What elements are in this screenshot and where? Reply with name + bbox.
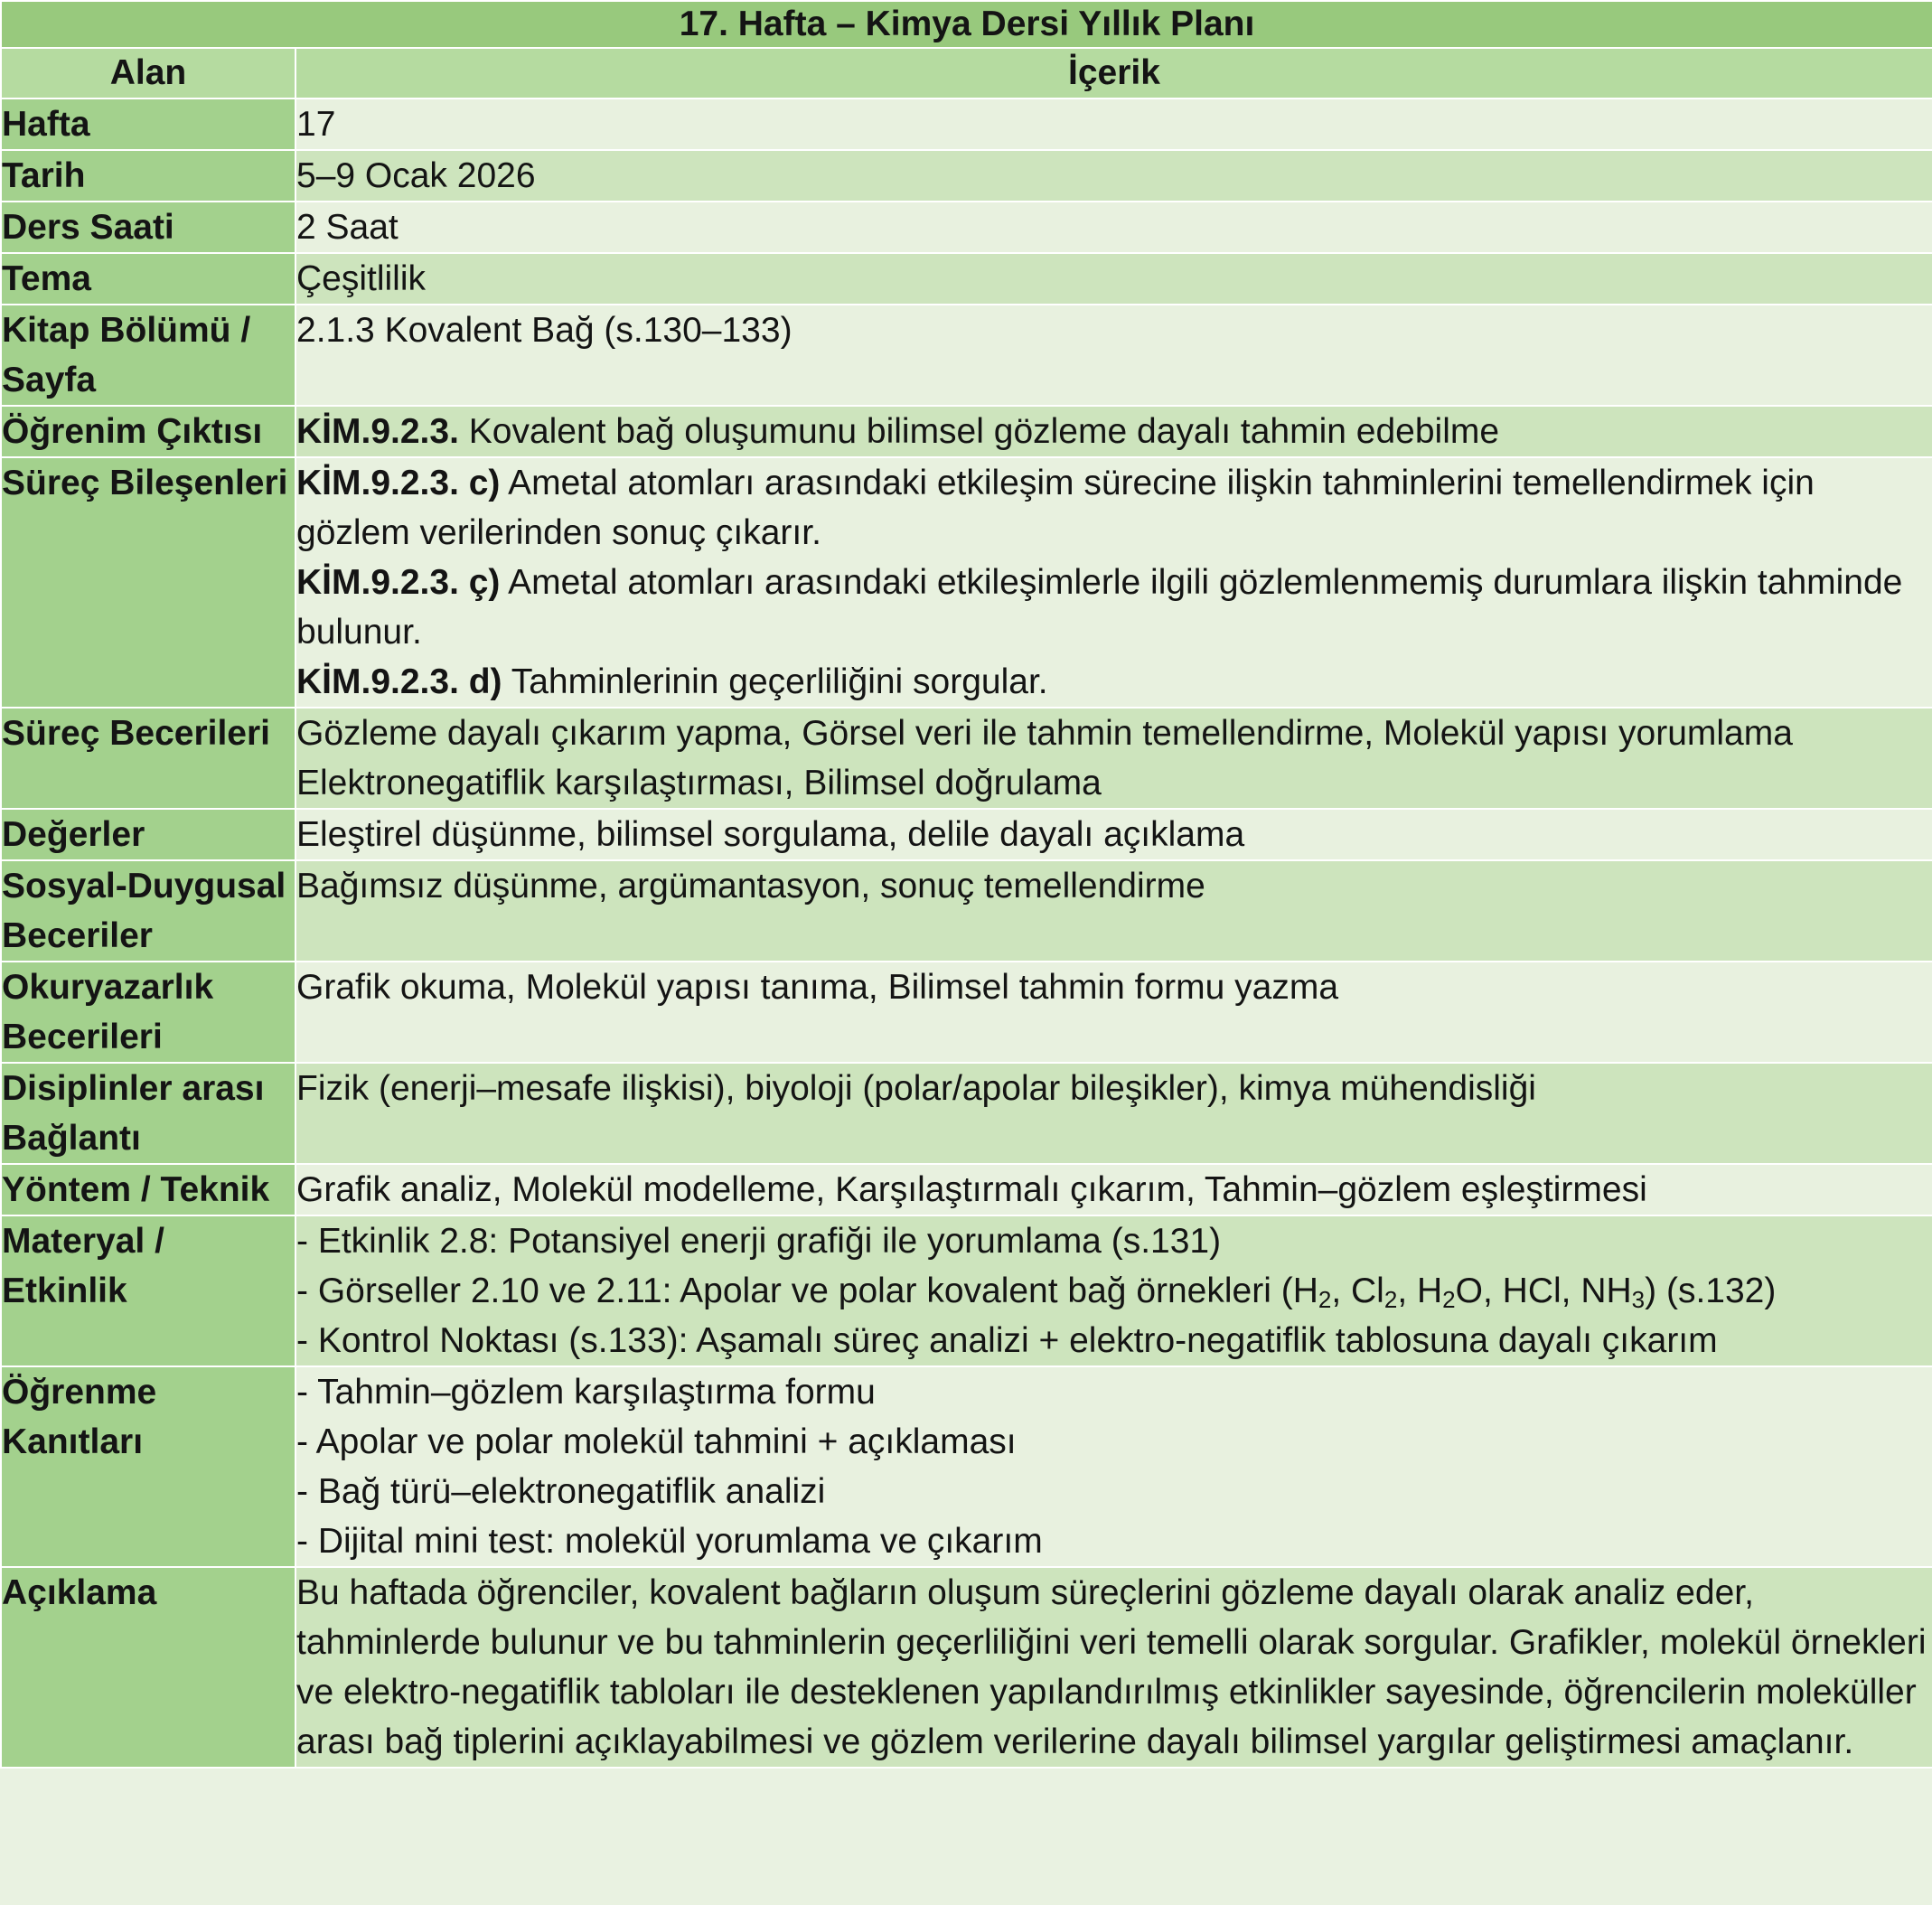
formula-h2o-tail: O [1455,1272,1483,1310]
formula-sep: , [1331,1272,1352,1310]
process-code: KİM.9.2.3. d) [296,662,502,701]
evidence-item: - Apolar ve polar molekül tahmini + açıklaması [296,1422,1017,1461]
formula-h2-base: H [1292,1272,1318,1310]
process-text: Tahminlerinin geçerliliğini sorgular. [511,662,1048,701]
process-text: Ametal atomları arasındaki etkileşimlerle ilgili gözlemlenmemiş durumlara ilişkin tahminde bulunur. [296,563,1903,652]
row-label: Değerler [1,809,295,860]
formula-nh3-base: NH [1580,1272,1632,1310]
row-ders-saati [1,202,1932,253]
row-sosyal-duygusal [1,860,1932,962]
row-value: Bu haftada öğrenciler, kovalent bağların oluşum süreçlerini gözleme dayalı olarak analiz eder, tahminlerde bulunur ve bu tahminlerin geçerliliğini veri temelli olarak sorgular. Grafikler, molekül örnekleri ve elektro-negatiflik tabloları ile desteklenen yapılandırılmış etkinlikler sayesinde, öğrencilerin moleküller arası bağ tiplerini açıklayabilmesi ve gözlem verilerine dayalı bilimsel yargılar geliştirmesi amaçlanır. [295,1567,1932,1768]
row-label: Disiplinler arası Bağlantı [1,1063,295,1164]
row-tarih [1,150,1932,202]
row-disiplinler [1,1063,1932,1164]
row-tema [1,253,1932,305]
material-suffix: ) (s.132) [1645,1272,1777,1310]
row-surec-bilesenleri [1,457,1932,708]
column-header-content: İçerik [295,48,1932,99]
row-value: Bağımsız düşünme, argümantasyon, sonuç temellendirme [295,860,1932,962]
row-materyal [1,1215,1932,1366]
evidence-item: - Tahmin–gözlem karşılaştırma formu [296,1373,876,1412]
row-label: Tarih [1,150,295,202]
formula-h2-sub: 2 [1318,1286,1332,1313]
row-yontem [1,1164,1932,1215]
row-value: 5–9 Ocak 2026 [295,150,1932,202]
formula-cl2-base: Cl [1351,1272,1384,1310]
column-header-field: Alan [1,48,295,99]
process-code: KİM.9.2.3. c) [296,464,501,502]
material-prefix: - Görseller 2.10 ve 2.11: Apolar ve polar kovalent bağ örnekleri ( [296,1272,1293,1310]
formula-sep: , [1397,1272,1417,1310]
row-value: Eleştirel düşünme, bilimsel sorgulama, delile dayalı açıklama [295,809,1932,860]
row-value: Grafik analiz, Molekül modelleme, Karşılaştırmalı çıkarım, Tahmin–gözlem eşleştirmesi [295,1164,1932,1215]
row-label: Ders Saati [1,202,295,253]
material-line: - Kontrol Noktası (s.133): Aşamalı süreç analizi + elektro-negatiflik tablosuna dayalı çıkarım [296,1321,1718,1360]
row-hafta [1,99,1932,150]
row-aciklama [1,1567,1932,1768]
formula-h2o-base: H [1417,1272,1443,1310]
row-value: 2.1.3 Kovalent Bağ (s.130–133) [295,305,1932,406]
material-line [296,1266,1932,1316]
process-code: KİM.9.2.3. ç) [296,563,501,602]
row-value: 17 [295,99,1932,150]
table-title: 17. Hafta – Kimya Dersi Yıllık Planı [1,1,1932,48]
row-value: Gözleme dayalı çıkarım yapma, Görsel veri ile tahmin temellendirme, Molekül yapısı yorumlama Elektronegatiflik karşılaştırması, Bilimsel doğrulama [295,708,1932,809]
row-ogrenim-ciktisi [1,406,1932,457]
row-value: Fizik (enerji–mesafe ilişkisi), biyoloji (polar/apolar bileşikler), kimya mühendisliği [295,1063,1932,1164]
process-text: Ametal atomları arasındaki etkileşim sürecine ilişkin tahminlerini temellendirmek için gözlem verilerinden sonuç çıkarır. [296,464,1815,552]
outcome-text: Kovalent bağ oluşumunu bilimsel gözleme dayalı tahmin edebilme [468,412,1500,451]
row-label: Sosyal-Duygusal Beceriler [1,860,295,962]
process-item [296,657,1932,707]
material-line: - Etkinlik 2.8: Potansiyel enerji grafiği ile yorumlama (s.131) [296,1222,1222,1261]
row-value [295,457,1932,708]
row-value [295,1366,1932,1567]
row-ogrenme-kanitlari [1,1366,1932,1567]
evidence-item: - Bağ türü–elektronegatiflik analizi [296,1472,826,1511]
row-surec-becerileri [1,708,1932,809]
formula-h2o-sub: 2 [1442,1286,1456,1313]
row-kitap [1,305,1932,406]
formula-cl2-sub: 2 [1383,1286,1398,1313]
outcome-code: KİM.9.2.3. [296,412,459,451]
row-value [295,1215,1932,1366]
title-row [1,1,1932,48]
evidence-item: - Dijital mini test: molekül yorumlama ve çıkarım [296,1522,1043,1561]
row-value: Grafik okuma, Molekül yapısı tanıma, Bilimsel tahmin formu yazma [295,962,1932,1063]
formula-sep: , HCl, [1482,1272,1581,1310]
row-okuryazarlik [1,962,1932,1063]
row-label: Tema [1,253,295,305]
process-item [296,458,1932,558]
process-item [296,558,1932,657]
row-value [295,406,1932,457]
row-label: Öğrenim Çıktısı [1,406,295,457]
row-label: Açıklama [1,1567,295,1768]
row-label: Kitap Bölümü / Sayfa [1,305,295,406]
row-label: Hafta [1,99,295,150]
row-label: Okuryazarlık Becerileri [1,962,295,1063]
formula-nh3-sub: 3 [1631,1286,1646,1313]
row-label: Yöntem / Teknik [1,1164,295,1215]
header-row [1,48,1932,99]
row-label: Materyal / Etkinlik [1,1215,295,1366]
row-label: Öğrenme Kanıtları [1,1366,295,1567]
row-value: 2 Saat [295,202,1932,253]
row-label: Süreç Bileşenleri [1,457,295,708]
row-value: Çeşitlilik [295,253,1932,305]
row-degerler [1,809,1932,860]
row-label: Süreç Becerileri [1,708,295,809]
